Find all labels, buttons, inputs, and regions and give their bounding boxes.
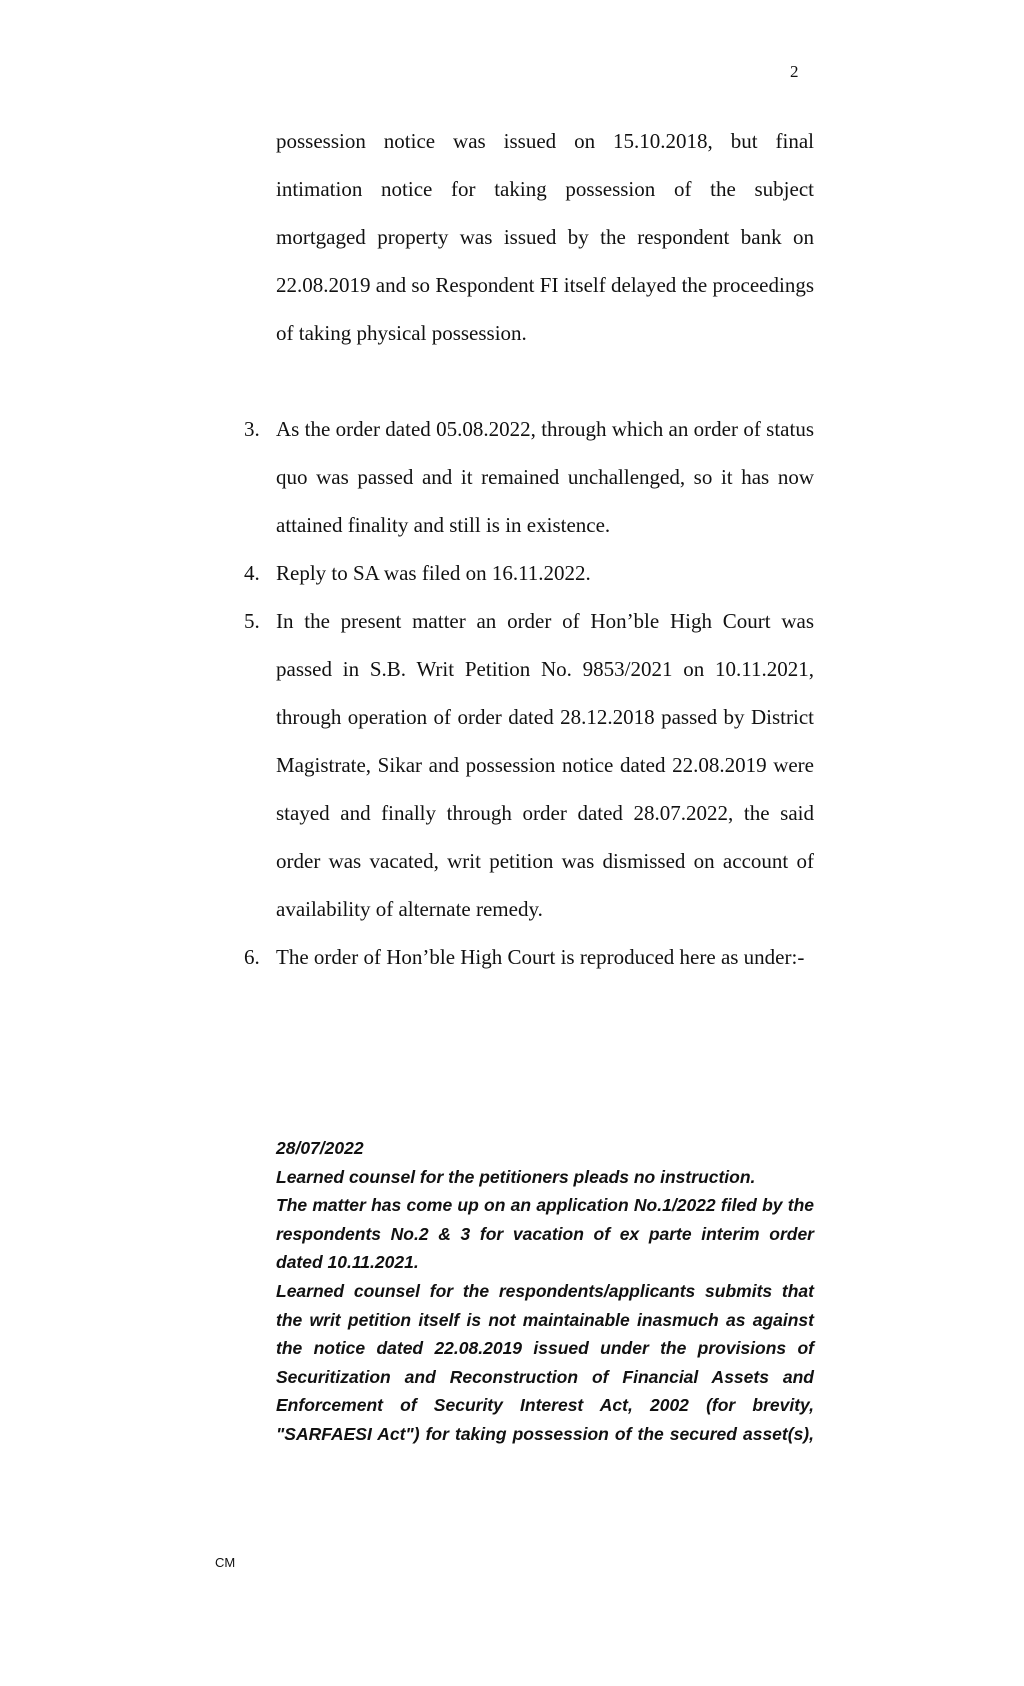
footer-mark: CM bbox=[215, 1555, 236, 1570]
paragraph-number: 6. bbox=[244, 945, 260, 969]
quoted-order-date: 28/07/2022 bbox=[276, 1138, 364, 1158]
intro-paragraph: possession notice was issued on 15.10.2018, but final intimation notice for taking possession of the subject mortgaged property was issued by the respondent bank on 22.08.2019 and so Respondent FI itself delayed the proceedings of taking physical possession. bbox=[276, 129, 814, 345]
paragraph-text: As the order dated 05.08.2022, through which an order of status quo was passed and it remained unchallenged, so it has now attained finality and still is in existence. bbox=[276, 417, 814, 537]
quoted-order-line: Learned counsel for the respondents/applicants submits that the writ petition itself is not maintainable inasmuch as against the notice dated 22.08.2019 issued under the provisions of Securitization and Reconstruction of Financial Assets and Enforcement of Security Interest Act, 2002 (for brevity, "SARFAESI Act") for taking possession of the secured asset(s), bbox=[276, 1280, 814, 1444]
quoted-order-line: Learned counsel for the petitioners pleads no instruction. bbox=[276, 1166, 756, 1187]
quoted-court-order bbox=[276, 1134, 814, 1449]
paragraph-number: 4. bbox=[244, 561, 260, 585]
paragraph-number: 5. bbox=[244, 609, 260, 633]
paragraph-text: Reply to SA was filed on 16.11.2022. bbox=[276, 561, 591, 585]
paragraph-text: The order of Hon’ble High Court is reproduced here as under:- bbox=[276, 945, 805, 969]
paragraph-text: In the present matter an order of Hon’ble High Court was passed in S.B. Writ Petition No. 9853/2021 on 10.11.2021, through operation of order dated 28.12.2018 passed by District Magistrate, Sikar and possession notice dated 22.08.2019 were stayed and finally through order dated 28.07.2022, the said order was vacated, writ petition was dismissed on account of availability of alternate remedy. bbox=[276, 609, 814, 921]
quoted-order-line: The matter has come up on an application No.1/2022 filed by the respondents No.2 & 3 for vacation of ex parte interim order dated 10.11.2021. bbox=[276, 1195, 814, 1273]
paragraph-6 bbox=[244, 933, 814, 981]
numbered-paragraph-list bbox=[244, 405, 814, 981]
paragraph-number: 3. bbox=[244, 417, 260, 441]
paragraph-4 bbox=[244, 549, 814, 597]
paragraph-5 bbox=[244, 597, 814, 933]
page-number: 2 bbox=[790, 62, 799, 81]
paragraph-3 bbox=[244, 405, 814, 549]
